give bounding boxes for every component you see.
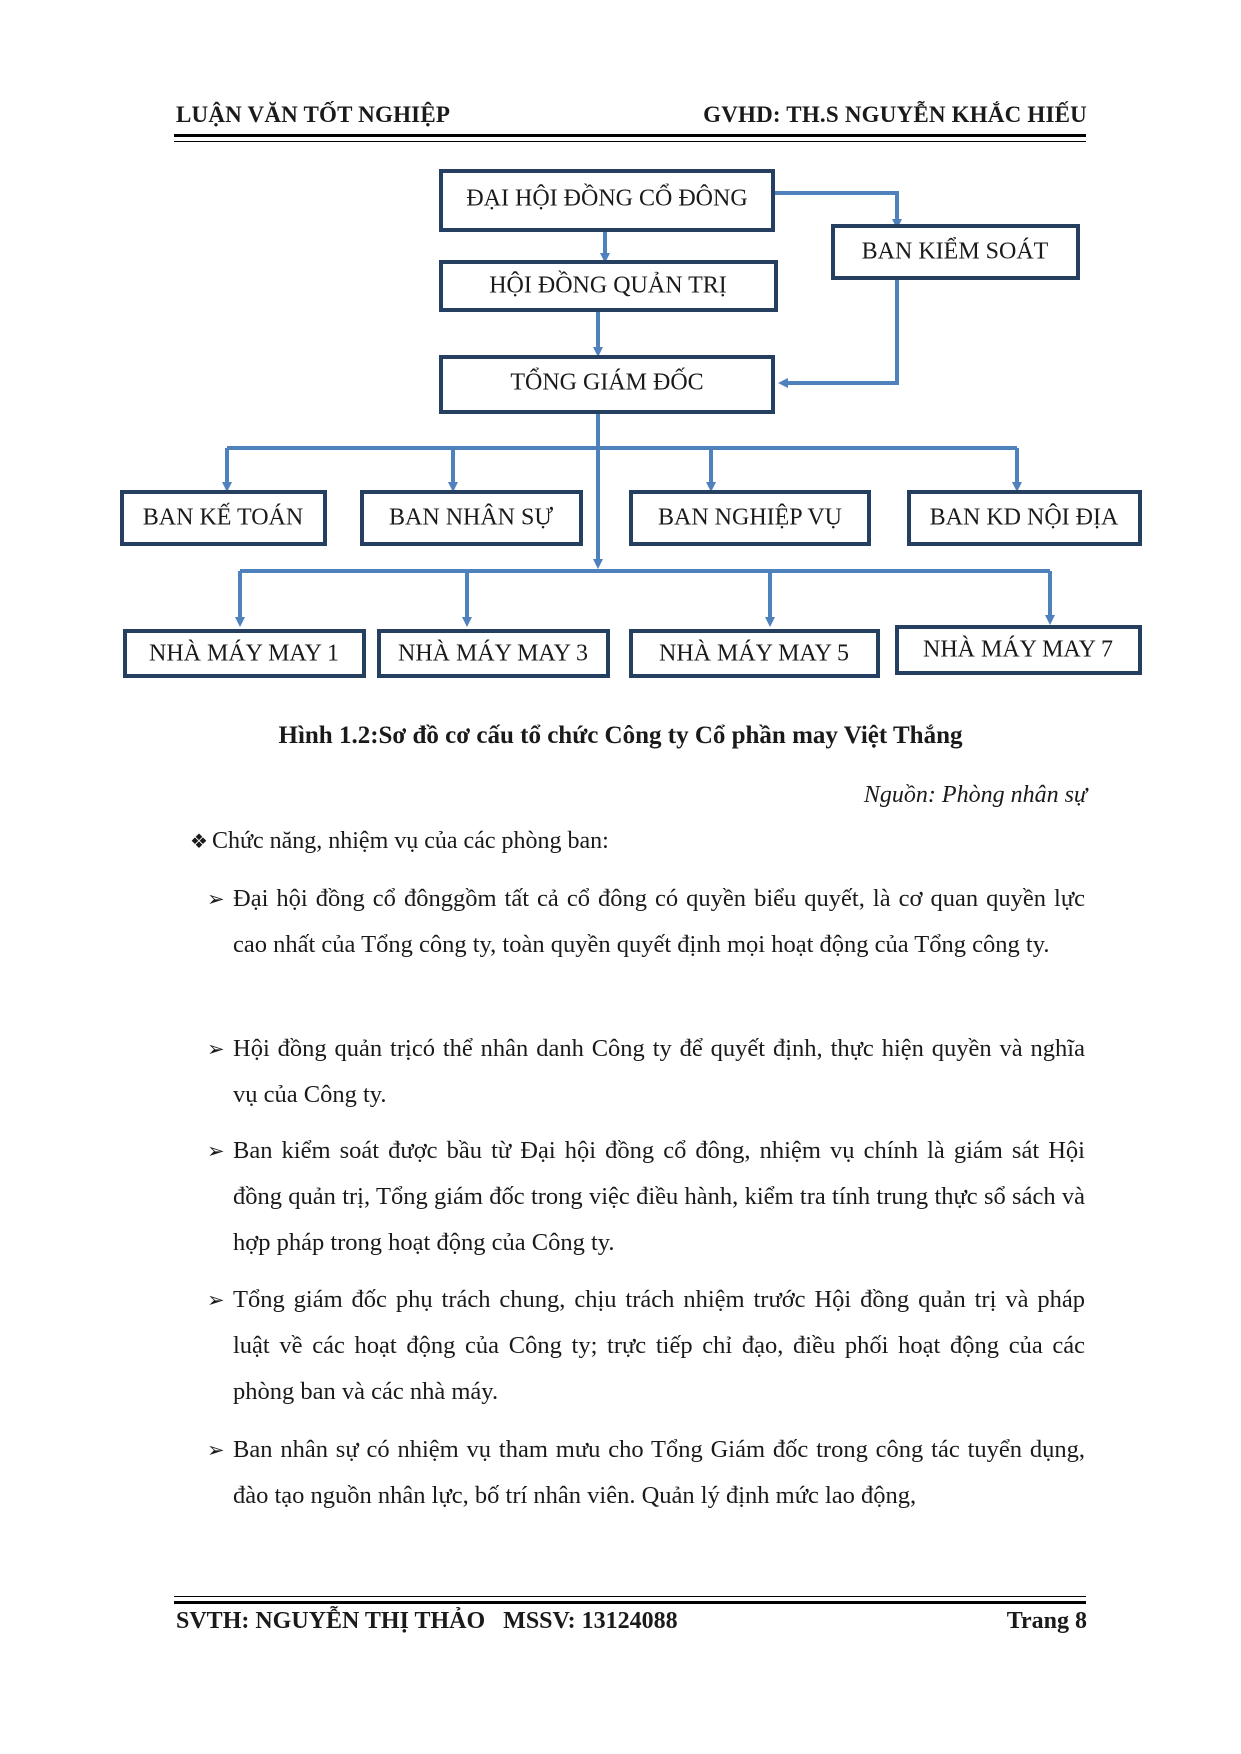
footer-student: SVTH: NGUYỄN THỊ THẢO MSSV: 13124088 [176,1608,678,1634]
node-ban-kd [909,492,1140,544]
arrow-bullet-icon: ➢ [207,1288,225,1312]
node-nm7 [897,627,1140,673]
node-nm5-label: NHÀ MÁY MAY 5 [658,640,850,667]
section-heading-text: Chức năng, nhiệm vụ của các phòng ban: [211,828,609,854]
node-ban-ke-toan [122,492,325,544]
node-nm3 [379,631,608,676]
node-tgd-label: TỔNG GIÁM ĐỐC [510,369,704,396]
bullet-item [207,1026,1085,1118]
bullet-text: Đại hội đồng cổ đônggồm tất cả cổ đông có quyền biểu quyết, là cơ quan quyền lực cao nhất của Tổng công ty, toàn quyền quyết định mọi hoạt động của Tổng công ty. [233,885,1085,958]
node-hdqt [441,262,776,310]
node-ban-nhan-su-label: BAN NHÂN SỰ [389,504,553,531]
node-ban-nhan-su [362,492,581,544]
connector-bks-tgd [783,278,897,383]
figure-caption: Hình 1.2:Sơ đồ cơ cấu tổ chức Công ty Cổ phần may Việt Thắng [278,722,963,749]
diamond-bullet-icon: ❖ [190,829,208,853]
node-nm1 [125,631,364,676]
header-advisor: GVHD: TH.S NGUYỄN KHẮC HIẾU [703,102,1087,127]
footer-rule [174,1596,1086,1604]
bullet-item [207,1427,1085,1519]
node-nm3-label: NHÀ MÁY MAY 3 [397,640,589,667]
bullet-text: Ban nhân sự có nhiệm vụ tham mưu cho Tổng Giám đốc trong công tác tuyển dụng, đào tạo nguồn nhân lực, bố trí nhân viên. Quản lý định mức lao động, [233,1436,1085,1509]
section-heading [190,828,609,855]
footer-page-number: Trang 8 [1006,1608,1087,1634]
header-title: LUẬN VĂN TỐT NGHIỆP [176,102,451,127]
node-tgd [441,357,773,412]
node-hdqt-label: HỘI ĐỒNG QUẢN TRỊ [489,272,727,299]
node-bks-label: BAN KIỂM SOÁT [861,238,1049,265]
connector-dhdcd-bks [773,193,897,224]
node-nm1-label: NHÀ MÁY MAY 1 [148,640,340,667]
node-dhdcd [441,171,773,230]
bullet-item [207,1277,1085,1415]
arrow-bullet-icon: ➢ [207,1139,225,1163]
node-ban-nghiep-vu-label: BAN NGHIỆP VỤ [657,504,843,531]
arrow-bullet-icon: ➢ [207,1037,225,1061]
figure-source: Nguồn: Phòng nhân sự [863,782,1087,808]
node-bks [833,226,1078,278]
node-ban-ke-toan-label: BAN KẾ TOÁN [142,504,304,531]
node-dhdcd-label: ĐẠI HỘI ĐỒNG CỔ ĐÔNG [466,185,748,212]
bullet-text: Hội đồng quản trịcó thể nhân danh Công ty để quyết định, thực hiện quyền và nghĩa vụ của Công ty. [233,1035,1085,1108]
bullet-item [207,1128,1085,1266]
bullet-text: Ban kiểm soát được bầu từ Đại hội đồng cổ đông, nhiệm vụ chính là giám sát Hội đồng quản trị, Tổng giám đốc trong việc điều hành, kiểm tra tính trung thực sổ sách và hợp pháp trong hoạt động của Công ty. [233,1137,1085,1256]
node-ban-nghiep-vu [631,492,869,544]
node-ban-kd-label: BAN KD NỘI ĐỊA [929,504,1119,531]
node-nm7-label: NHÀ MÁY MAY 7 [922,636,1114,663]
node-nm5 [631,631,878,676]
bullet-text: Tổng giám đốc phụ trách chung, chịu trách nhiệm trước Hội đồng quản trị và pháp luật về các hoạt động của Công ty; trực tiếp chỉ đạo, điều phối hoạt động của các phòng ban và các nhà máy. [233,1286,1085,1405]
arrow-bullet-icon: ➢ [207,887,225,911]
bullet-item [207,876,1085,968]
arrow-bullet-icon: ➢ [207,1438,225,1462]
org-chart [0,0,1241,700]
